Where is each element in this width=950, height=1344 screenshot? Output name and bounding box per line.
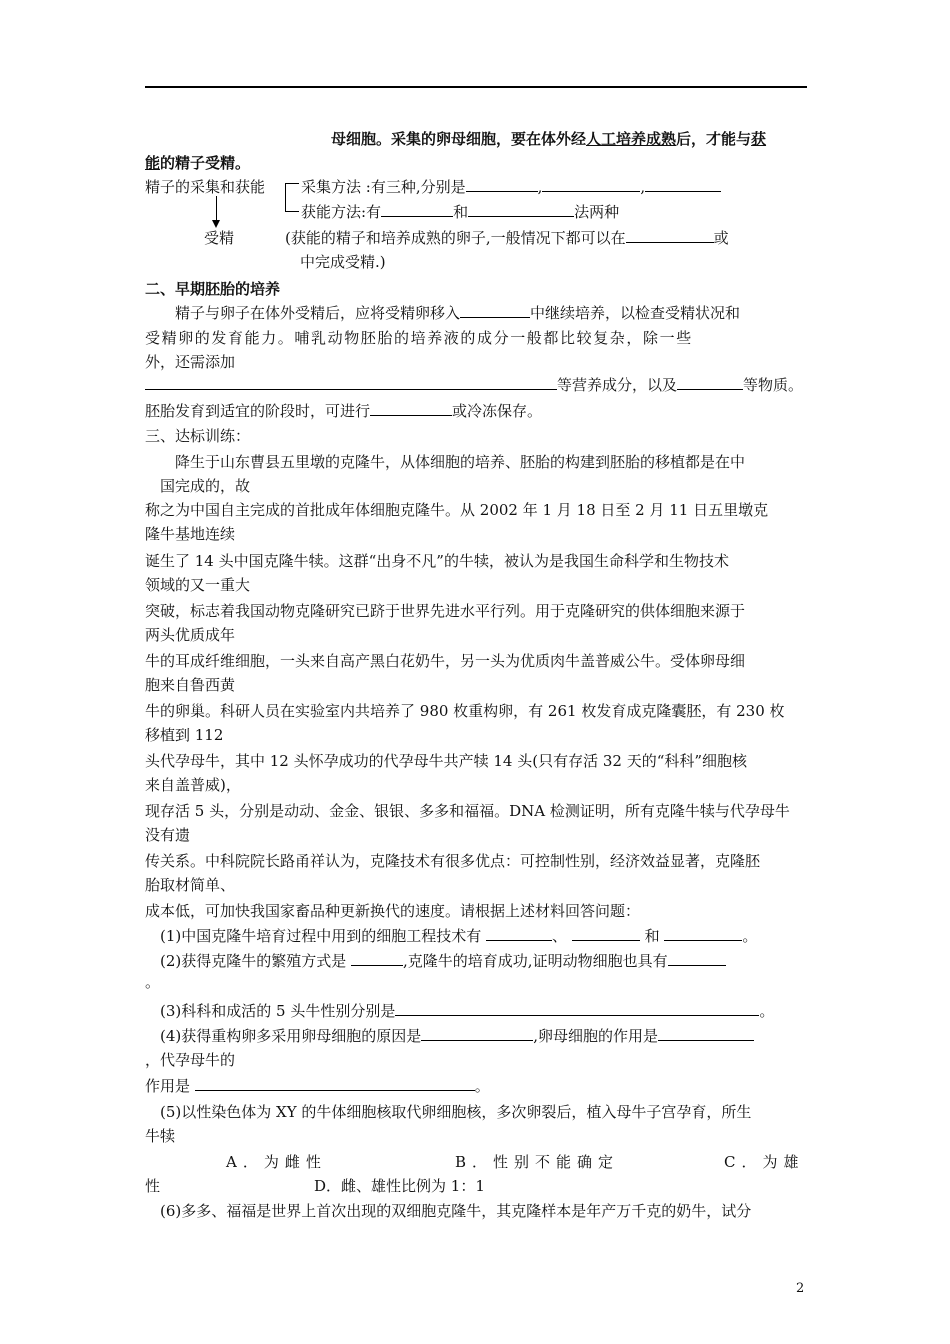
question-2: (2)获得克隆牛的繁殖方式是 ,克隆牛的培育成功,证明动物细胞也具有	[160, 951, 726, 971]
answer-blank[interactable]	[195, 1076, 475, 1091]
answer-blank[interactable]	[351, 951, 403, 966]
intro-line-2: 能的精子受精。	[145, 154, 251, 172]
blank[interactable]	[460, 303, 530, 318]
blank[interactable]	[466, 177, 538, 192]
blank[interactable]	[626, 228, 714, 243]
option-c[interactable]: C．为雄	[724, 1153, 805, 1171]
answer-blank[interactable]	[664, 926, 742, 941]
question-6: (6)多多、福福是世界上首次出现的双细胞克隆牛，其克隆样本是年产万千克的奶牛，试分	[160, 1202, 752, 1220]
answer-blank[interactable]	[486, 926, 552, 941]
blank[interactable]	[145, 375, 557, 390]
blank[interactable]	[677, 375, 743, 390]
fertilization-text: (获能的精子和培养成熟的卵子,一般情况下都可以在 或	[285, 229, 729, 247]
question-1: (1)中国克隆牛培育过程中用到的细胞工程技术有 、 和 。	[160, 927, 758, 945]
answer-blank[interactable]	[421, 1026, 533, 1041]
option-d[interactable]: D．雌、雄性比例为 1：1	[314, 1177, 485, 1195]
sperm-label: 精子的采集和获能	[145, 178, 266, 196]
collect-method-line: 采集方法 :有三种,分别是 , ,	[301, 177, 721, 197]
section-heading: 二、早期胚胎的培养	[145, 280, 281, 298]
answer-blank[interactable]	[658, 1026, 754, 1041]
option-b[interactable]: B．性别不能确定	[455, 1153, 620, 1171]
blank[interactable]	[645, 177, 721, 192]
header-rule	[145, 86, 807, 88]
fertilization-label: 受精	[204, 229, 235, 247]
option-a[interactable]: A．为雌性	[226, 1153, 327, 1171]
answer-blank[interactable]	[668, 951, 726, 966]
document-page: 母细胞。采集的卵母细胞，要在体外经人工培养成熟后，才能与获 能的精子受精。 精子的采集和获能 采集方法 :有三种,分别是 , , 获能方法:有 和 法两种 受精 (获能的精子和培养成熟的卵子,一般情况下都可以在 或 中完成受精.) 二、早期胚胎的培养 精子与卵子在体外受精后，应将受精卵移入 中继续培养，以检查受精状况和 受精卵的发育能力。哺乳动物胚胎的培养液的成分一般都比较复杂，除一些 外，还需添加 等营养成分，以及 等物质。 胚胎发育到适宜的阶段时，可进行 或冷冻保存。 三、达标训练： 降生于山东曹县五里墩的克隆牛，从体细胞的培养、胚胎的构建到胚胎的移植都是在中 国完成的，故 称之为中国自主完成的首批成年体细胞克隆牛。从 2002 年 1 月 18 日至 2 月 11 日五里墩克 隆牛基地连续 诞生了 14 头中国克隆牛犊。这群“出身不凡”的牛犊，被认为是我国生命科学和生物技术 领域的又一重大 突破，标志着我国动物克隆研究已跻于世界先进水平行列。用于克隆研究的供体细胞来源于 两头优质成年 牛的耳成纤维细胞，一头来自高产黑白花奶牛，另一头为优质肉牛盖普威公牛。受体卵母细 胞来自鲁西黄 牛的卵巢。科研人员在实验室内共培养了 980 枚重构卵，有 261 枚发育成克隆囊胚，有 230 枚 移植到 112 头代孕母牛，其中 12 头怀孕成功的代孕母牛共产犊 14 头(只有存活 32 天的“科科”细胞核 来自盖普威)， 现存活 5 头，分别是动动、金金、银银、多多和福福。DNA 检测证明，所有克隆牛犊与代孕母牛 没有遗 传关系。中科院院长路甬祥认为，克隆技术有很多优点：可控制性别，经济效益显著，克隆胚 胎取材简单、 成本低，可加快我国家畜品种更新换代的速度。请根据上述材料回答问题： (1)中国克隆牛培育过程中用到的细胞工程技术有 、 和 。 (2)获得克隆牛的繁殖方式是 ,克隆牛的培育成功,证明动物细胞也具有 。 (3)科科和成活的 5 头牛性别分别是 。 (4)获得重构卵多采用卵母细胞的原因是 ,卵母细胞的作用是 ，代孕母牛的 作用是 。 (5)以性染色体为 XY 的牛体细胞核取代卵细胞核，多次卵裂后，植入母牛子宫孕育，所生 牛犊 A．为雌性 B．性别不能确定 C．为雄 性 D．雌、雄性比例为 1：1 (6)多多、福福是世界上首次出现的双细胞克隆牛，其克隆样本是年产万千克的奶牛，试分 2	[0, 0, 950, 1344]
capacitate-method-line: 获能方法:有 和 法两种	[301, 203, 620, 221]
down-arrow-icon	[216, 196, 217, 222]
blank[interactable]	[542, 177, 640, 192]
blank[interactable]	[381, 202, 453, 217]
brace	[285, 183, 286, 211]
answer-blank[interactable]	[572, 926, 640, 941]
page-number: 2	[796, 1281, 805, 1296]
question-4: (4)获得重构卵多采用卵母细胞的原因是 ,卵母细胞的作用是	[160, 1026, 754, 1046]
answer-blank[interactable]	[395, 1001, 759, 1016]
blank[interactable]	[370, 401, 452, 416]
intro-line-1: 母细胞。采集的卵母细胞，要在体外经人工培养成熟后，才能与获	[331, 130, 767, 148]
question-5: (5)以性染色体为 XY 的牛体细胞核取代卵细胞核，多次卵裂后，植入母牛子宫孕育，所生	[160, 1103, 752, 1121]
section-heading: 三、达标训练：	[145, 427, 251, 445]
question-3: (3)科科和成活的 5 头牛性别分别是 。	[160, 1002, 775, 1020]
blank[interactable]	[468, 202, 574, 217]
